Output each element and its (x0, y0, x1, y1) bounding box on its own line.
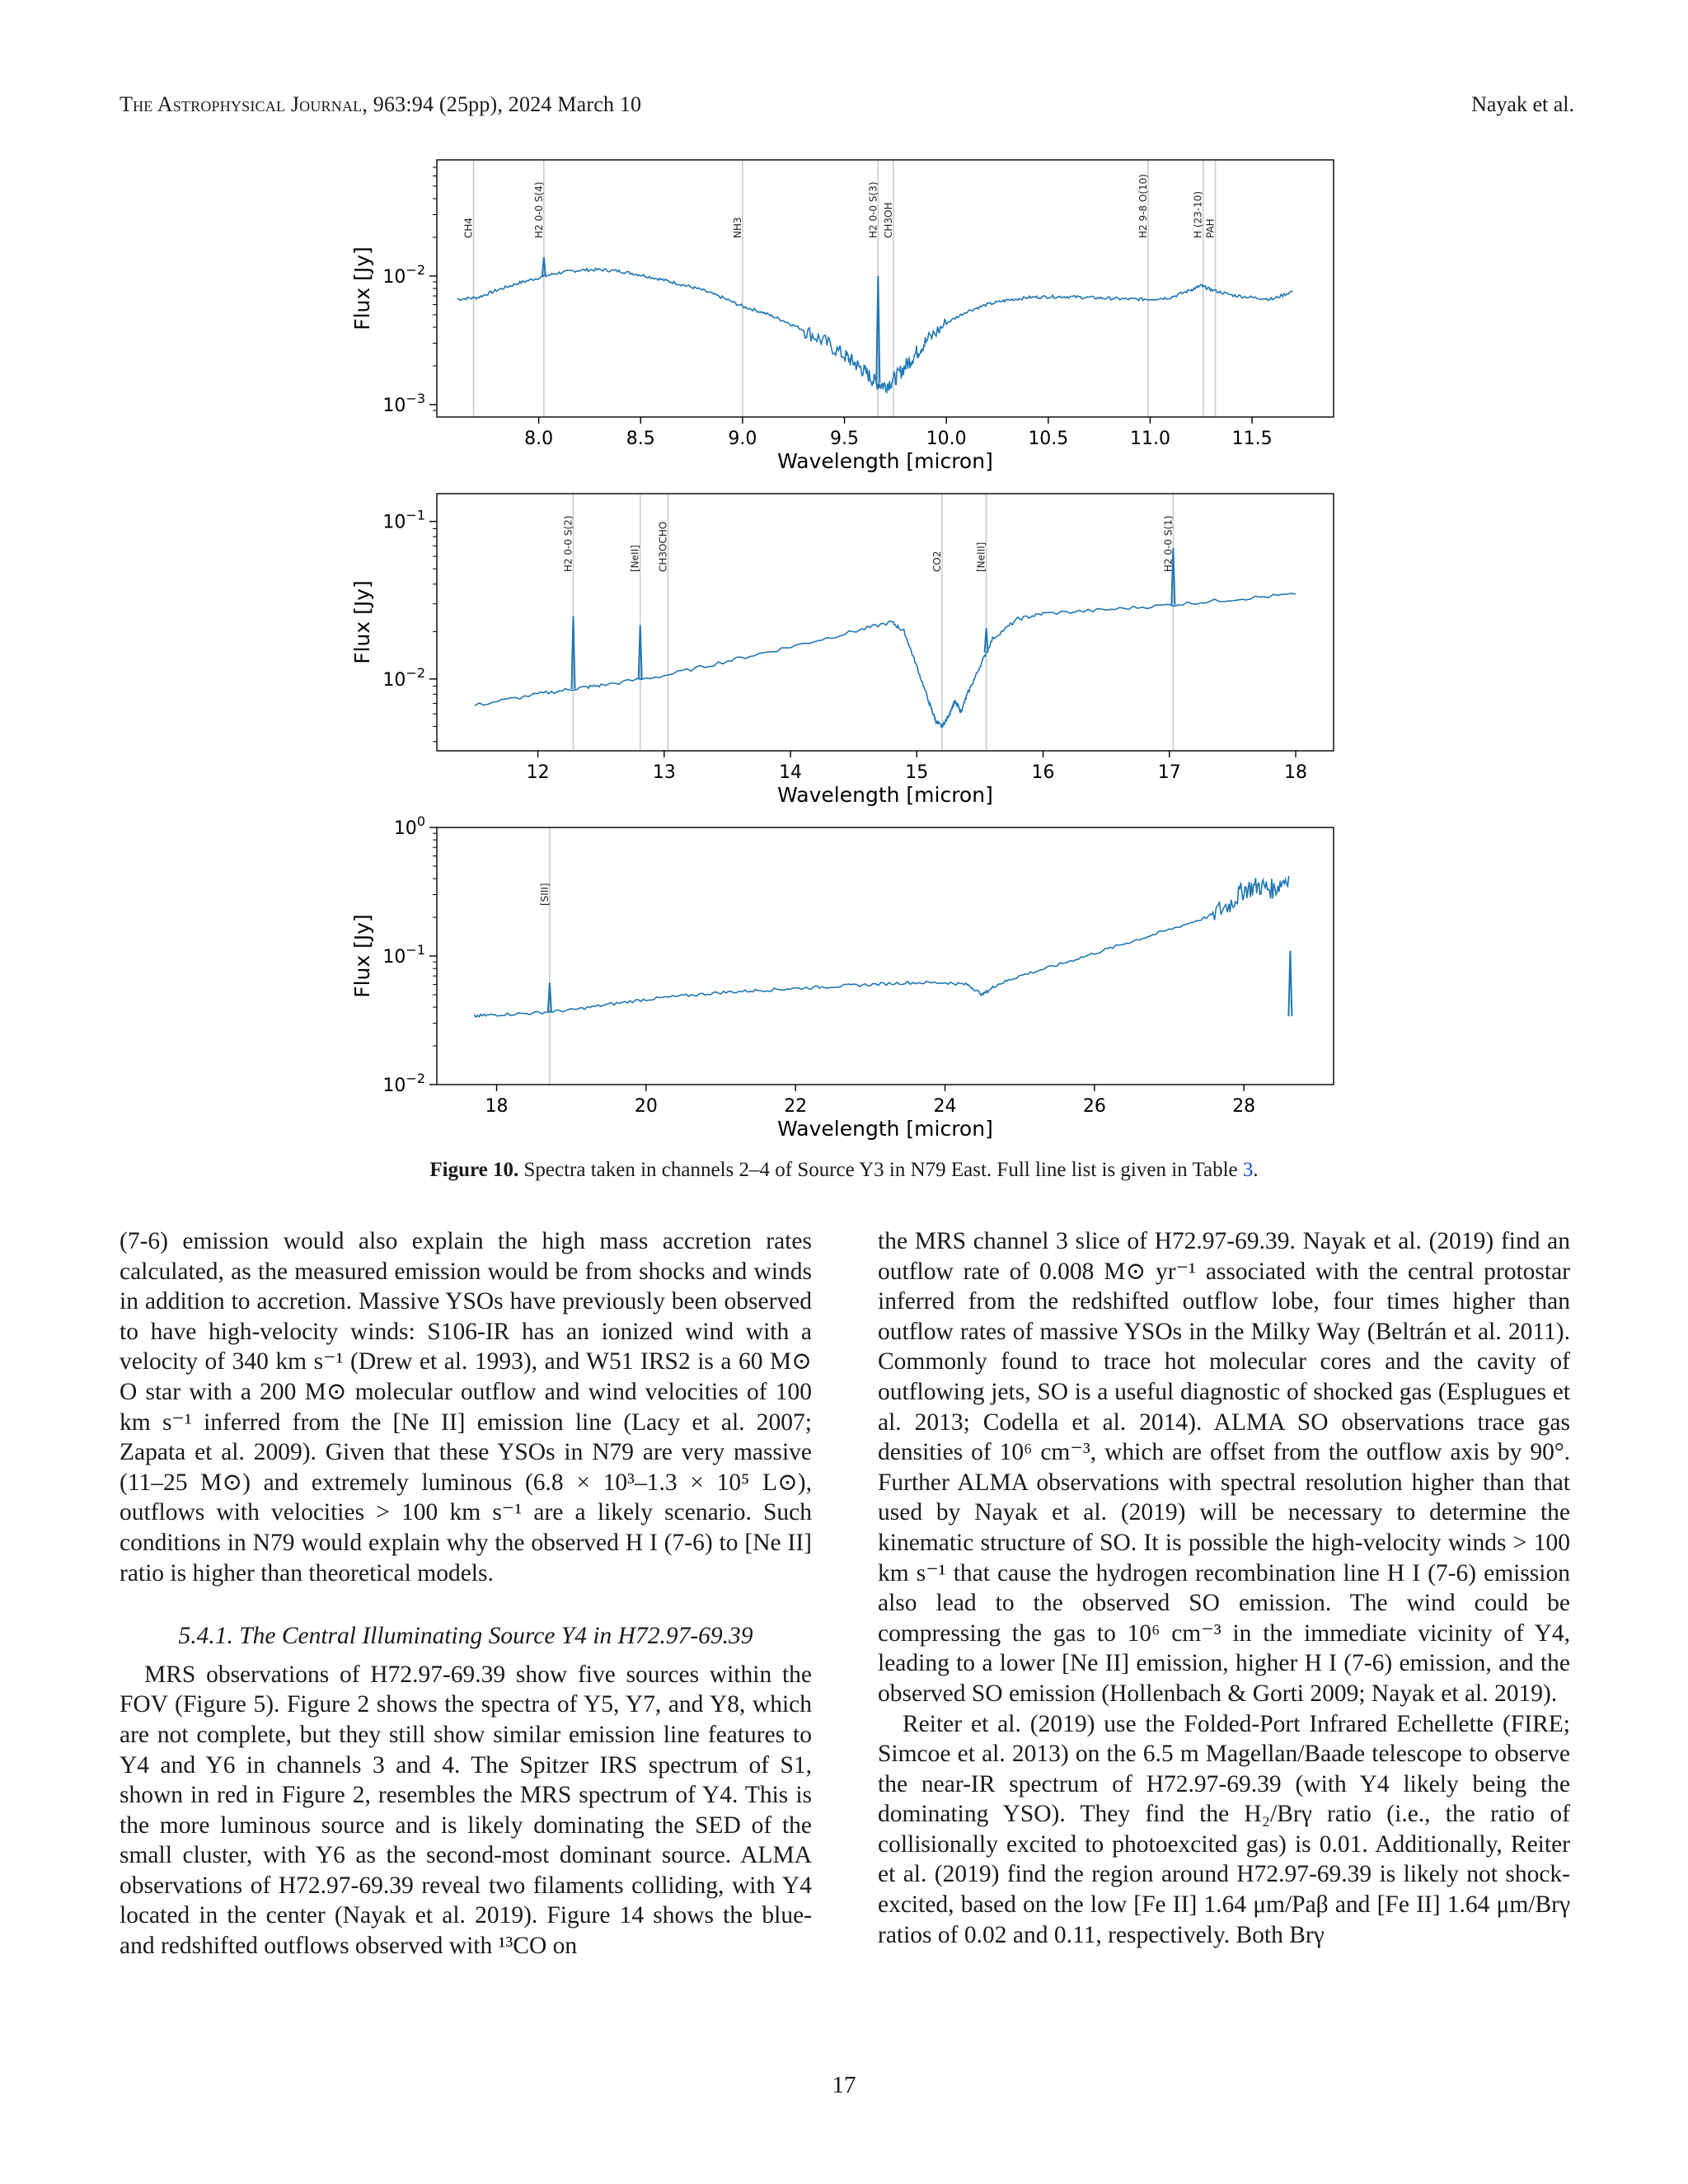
figure-caption-end: . (1253, 1159, 1259, 1181)
spectrum-panel-middle (0, 482, 1688, 812)
y-axis-label: Flux [Jy] (350, 246, 374, 330)
spectrum-line (474, 876, 1288, 1017)
figure-caption (0, 1159, 1688, 1182)
figure-label: Figure 10. (429, 1159, 519, 1181)
y-tick-label: $10^{-1}$ (382, 507, 425, 533)
line-label: H (23-10) (1192, 190, 1204, 238)
line-label: H2 0-0 S(3) (867, 181, 879, 238)
x-tick-label: 16 (1031, 762, 1055, 783)
x-tick-label: 18 (485, 1096, 509, 1117)
x-axis-label: Wavelength [micron] (777, 783, 993, 807)
x-tick-label: 9.0 (728, 429, 757, 449)
line-label: NH3 (731, 217, 743, 238)
spectrum-panel-bottom (0, 816, 1688, 1146)
x-tick-label: 11.5 (1231, 429, 1273, 449)
x-tick-label: 24 (933, 1096, 957, 1117)
y-tick-label: $10^0$ (393, 816, 425, 839)
y-axis-label: Flux [Jy] (350, 580, 374, 664)
x-tick-label: 11.0 (1129, 429, 1170, 449)
y-axis-label: Flux [Jy] (350, 914, 374, 998)
x-tick-label: 17 (1157, 762, 1181, 783)
axes-frame (437, 827, 1334, 1085)
x-tick-label: 13 (652, 762, 676, 783)
line-label: CH4 (462, 217, 475, 238)
x-tick-label: 26 (1082, 1096, 1106, 1117)
table-3-link[interactable]: 3 (1242, 1159, 1254, 1181)
x-tick-label: 22 (784, 1096, 808, 1117)
left-paragraph-1: (7-6) emission would also explain the high mass accretion rates calculated, as the measured emission would be from shocks and winds in addition to accretion. Massive YSOs have previously been observed to have high-velocity winds: S106-IR has an ionized wind with a velocity of 340 km s⁻¹ (Drew et al. 1993), and W51 IRS2 is a 60 M⊙ O star with a 200 M⊙ molecular outflow and wind velocities of 100 km s⁻¹ inferred from the [Ne II] emission line (Lacy et al. 2007; Zapata et al. 2009). Given that these YSOs in N79 are very massive (11–25 M⊙) and extremely luminous (6.8 × 10³–1.3 × 10⁵ L⊙), outflows with velocities > 100 km s⁻¹ are a likely scenario. Such conditions in N79 would explain why the observed H I (7-6) to [Ne II] ratio is higher than theoretical models. (120, 1228, 812, 1586)
x-tick-label: 18 (1284, 762, 1308, 783)
y-tick-label: $10^{-2}$ (382, 261, 425, 288)
x-tick-label: 9.5 (830, 429, 860, 449)
line-label: CH3OCHO (657, 521, 669, 572)
running-header-journal (120, 92, 641, 117)
subsection-heading: 5.4.1. The Central Illuminating Source Y4 in H72.97-69.39 (178, 1623, 753, 1650)
right-paragraph-2: Reiter et al. (2019) use the Folded-Port Infrared Echellette (FIRE; Simcoe et al. 2013) on the 6.5 m Magellan/Baade telescope to observe the near-IR spectrum of H72.97-69.39 (with Y4 likely being the dominating YSO). They find the H₂/Brγ ratio (i.e., the ratio of collisionally excited to photoexcited gas) is 0.01. Additionally, Reiter et al. (2019) find the region around H72.97-69.39 is likely not shock-excited, based on the low [Fe II] 1.64 μm/Paβ and [Fe II] 1.64 μm/Brγ ratios of 0.02 and 0.11, respectively. Both Brγ (878, 1710, 1570, 1948)
right-text-column (878, 1226, 1570, 1950)
x-tick-label: 8.0 (524, 429, 554, 449)
x-tick-label: 12 (526, 762, 550, 783)
spectrum-panel-top (0, 148, 1688, 478)
line-label: [SIII] (538, 883, 551, 906)
y-tick-label: $10^{-3}$ (382, 390, 425, 416)
emission-spike (1288, 951, 1292, 1017)
y-tick-label: $10^{-2}$ (382, 1071, 425, 1096)
x-tick-label: 10.5 (1028, 429, 1069, 449)
running-header-authors: Nayak et al. (1471, 92, 1574, 116)
x-tick-label: 28 (1232, 1096, 1256, 1117)
left-paragraph-2: MRS observations of H72.97-69.39 show five sources within the FOV (Figure 5). Figure 2 shows the spectra of Y5, Y7, and Y8, which are not complete, but they still show similar emission line features to Y4 and Y6 in channels 3 and 4. The Spitzer IRS spectrum of S1, shown in red in Figure 2, resembles the MRS spectrum of Y4. This is the more luminous source and is likely dominating the SED of the small cluster, with Y6 as the second-most dominant source. ALMA observations of H72.97-69.39 reveal two filaments colliding, with Y4 located in the center (Nayak et al. 2019). Figure 14 shows the blue- and redshifted outflows observed with ¹³CO on (120, 1661, 812, 1960)
left-text-column (120, 1226, 812, 1961)
x-tick-label: 14 (779, 762, 803, 783)
journal-name: The Astrophysical Journal (120, 92, 363, 116)
line-label: [NeII] (629, 545, 641, 572)
x-tick-label: 8.5 (626, 429, 655, 449)
line-label: [NeIII] (975, 541, 987, 572)
x-tick-label: 15 (905, 762, 929, 783)
y-tick-label: $10^{-1}$ (382, 942, 425, 968)
journal-citation: , 963:94 (25pp), 2024 March 10 (362, 92, 642, 116)
figure-caption-text: Spectra taken in channels 2–4 of Source Y3 in N79 East. Full line list is given in Table (518, 1159, 1243, 1181)
x-tick-label: 10.0 (926, 429, 967, 449)
line-label: H2 0-0 S(4) (532, 181, 545, 238)
x-axis-label: Wavelength [micron] (777, 1117, 993, 1141)
line-label: CO2 (931, 551, 943, 572)
line-label: H2 9-8 O(10) (1137, 174, 1149, 238)
spectrum-line (475, 593, 1296, 728)
y-tick-label: $10^{-2}$ (382, 664, 425, 691)
x-axis-label: Wavelength [micron] (777, 449, 993, 473)
right-paragraph-1: the MRS channel 3 slice of H72.97-69.39. Nayak et al. (2019) find an outflow rate of 0.008 M⊙ yr⁻¹ associated with the central protostar inferred from the redshifted outflow lobe, four times higher than outflow rates of massive YSOs in the Milky Way (Beltrán et al. 2011). Commonly found to trace hot molecular cores and the cavity of outflowing jets, SO is a useful diagnostic of shocked gas (Esplugues et al. 2013; Codella et al. 2014). ALMA SO observations trace gas densities of 10⁶ cm⁻³, which are offset from the outflow axis by 90°. Further ALMA observations with spectral resolution higher than that used by Nayak et al. (2019) will be necessary to determine the kinematic structure of SO. It is possible the high-velocity winds > 100 km s⁻¹ that cause the hydrogen recombination line H I (7-6) emission also lead to the observed SO emission. The wind could be compressing the gas to 10⁶ cm⁻³ in the immediate vicinity of Y4, leading to a lower [Ne II] emission, higher H I (7-6) emission, and the observed SO emission (Hollenbach & Gorti 2009; Nayak et al. 2019). (878, 1228, 1570, 1707)
line-label: PAH (1204, 218, 1217, 238)
spectrum-line (457, 269, 1293, 393)
line-label: H2 0-0 S(1) (1162, 515, 1175, 572)
line-label: CH3OH (882, 202, 894, 238)
x-tick-label: 20 (634, 1096, 658, 1117)
page-number: 17 (832, 2072, 856, 2098)
line-label: H2 0-0 S(2) (562, 515, 574, 572)
